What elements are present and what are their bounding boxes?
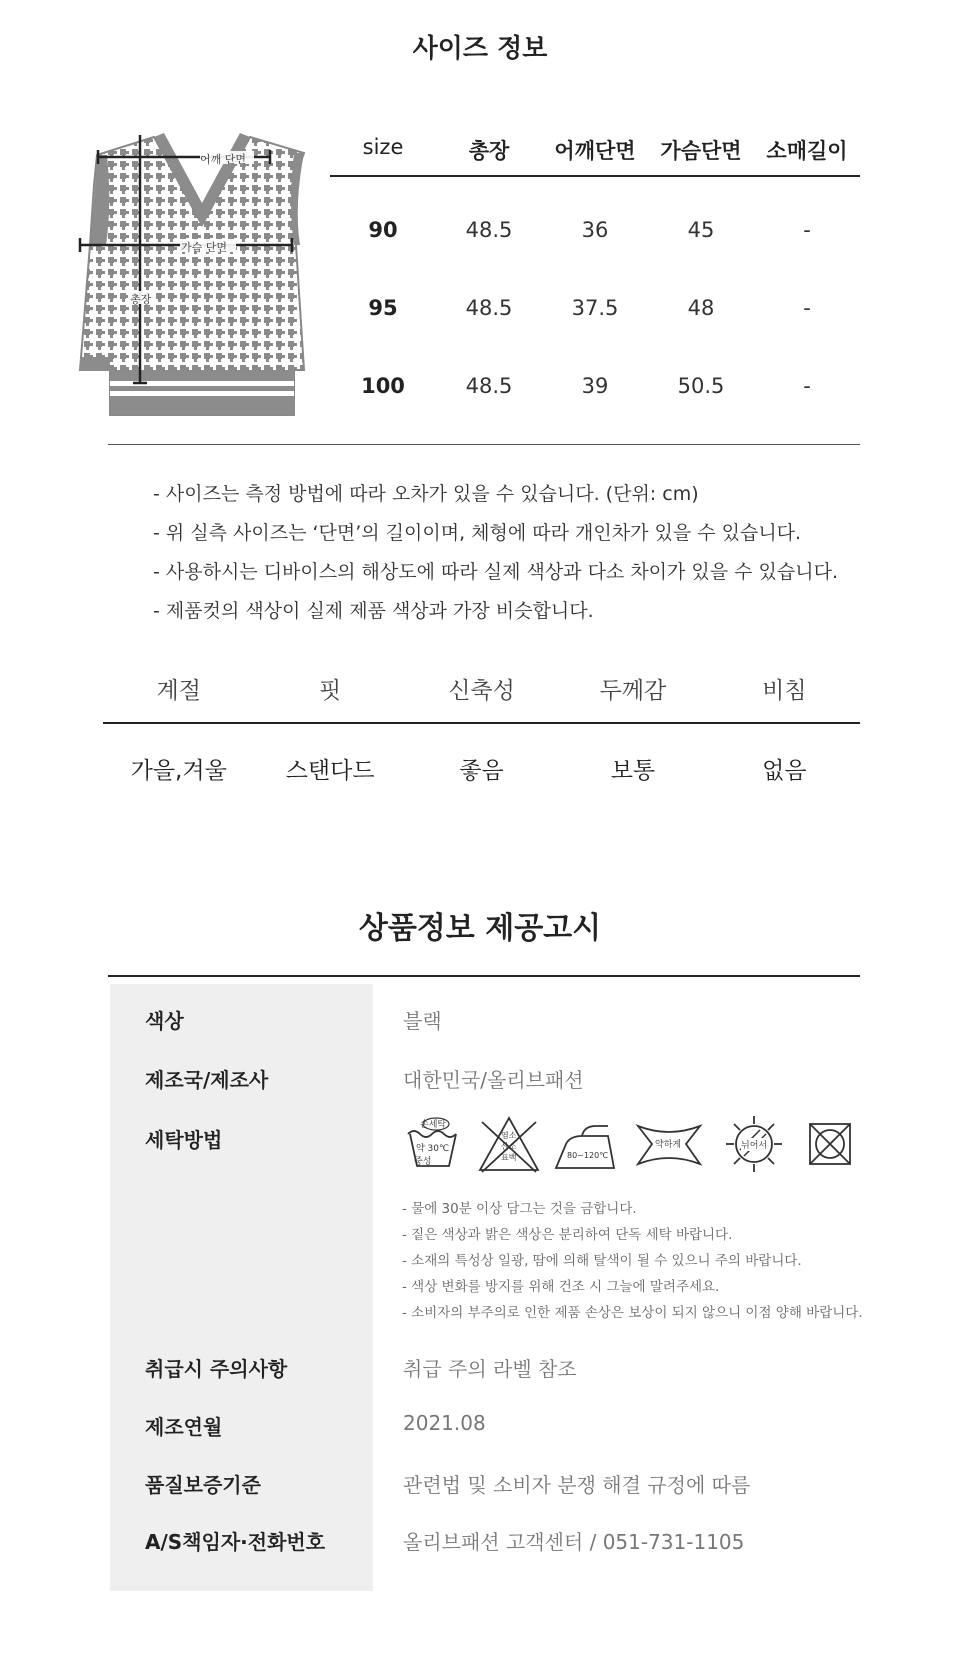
table-cell: 45 [687,218,715,242]
table-cell: 90 [368,218,398,242]
iron-text: 80~120℃ [567,1151,609,1160]
shoulder-label: 어깨 단면 [200,153,247,166]
dry-flat-text: 뉘어서 [741,1138,767,1151]
note-line: - 제품컷의 색상이 실제 제품 색상과 가장 비슷합니다. [153,600,594,622]
note-line: - 위 실측 사이즈는 ‘단면’의 길이이며, 체형에 따라 개인차가 있을 수 있습니다. [153,522,802,544]
table-cell: 95 [368,296,398,320]
vest-size-diagram [72,125,322,430]
size-section-title: 사이즈 정보 [412,34,548,64]
label-manufacture-date: 제조연월 [145,1415,223,1439]
attr-value-season: 가을,겨울 [130,758,227,784]
table-cell: 37.5 [571,296,619,320]
size-header-divider [330,175,860,177]
product-info-top-divider [108,975,860,977]
handwash-neutral: 중성 [414,1157,432,1167]
wring-text: 약하게 [655,1140,682,1150]
handwash-text: 손세탁 [420,1120,447,1130]
table-cell: 48.5 [465,218,513,242]
handwash-temp: 약 30℃ [416,1144,450,1154]
size-table-header [330,135,860,165]
no-tumble-dry-icon [800,1114,860,1174]
value-care: 취급 주의 라벨 참조 [403,1357,577,1381]
no-bleach-text1: 염소 [501,1131,517,1140]
attr-header-season: 계절 [156,678,201,704]
header-length: 총장 [468,139,510,163]
wash-note-line: - 짙은 색상과 밝은 색상은 분리하여 단독 세탁 바랍니다. [402,1227,733,1243]
value-as-contact: 올리브패션 고객센터 / 051-731-1105 [403,1530,745,1554]
attr-header-stretch: 신축성 [448,678,515,704]
value-origin: 대한민국/올리브패션 [403,1068,584,1092]
attr-header-sheerness: 비침 [762,678,807,704]
label-color: 색상 [145,1009,184,1033]
attribute-header-row [103,672,860,705]
table-cell: - [803,374,811,398]
table-cell: - [803,218,811,242]
table-cell: 36 [581,218,609,242]
table-cell: 48 [687,296,715,320]
attribute-value-row [103,752,860,785]
attr-value-fit: 스탠다드 [285,758,375,784]
note-line: - 사용하시는 디바이스의 해상도에 따라 실제 색상과 다소 차이가 있을 수 있습니다. [153,561,839,583]
table-cell: 100 [361,374,405,398]
note-line: - 사이즈는 측정 방법에 따라 오차가 있을 수 있습니다. (단위: cm) [153,483,699,505]
value-quality: 관련법 및 소비자 분쟁 해결 규정에 따름 [403,1473,751,1497]
attribute-divider [103,722,860,724]
wash-note-line: - 소비자의 부주의로 인한 제품 손상은 보상이 되지 않으니 이점 양해 바랍니다. [402,1305,863,1321]
attr-value-stretch: 좋음 [459,758,504,784]
table-cell: - [803,296,811,320]
attr-value-thickness: 보통 [610,758,656,784]
iron-icon [552,1114,618,1174]
table-cell: 39 [581,374,609,398]
attr-header-fit: 핏 [319,678,342,704]
attr-header-thickness: 두께감 [599,678,667,704]
attr-value-sheerness: 없음 [762,758,807,784]
size-notes [153,475,838,631]
header-size: size [362,135,404,159]
label-care: 취급시 주의사항 [145,1357,288,1381]
table-cell: 48.5 [465,296,513,320]
chest-label: 가슴 단면 [181,241,228,254]
no-bleach-text2: 산소 [501,1142,517,1151]
table-cell: 48.5 [465,374,513,398]
header-sleeve: 소매길이 [766,139,848,163]
wash-notes [402,1196,863,1326]
table-row [330,296,860,320]
size-table-bottom-divider [108,444,860,445]
wash-note-line: - 소재의 특성상 일광, 땀에 의해 탈색이 될 수 있으니 주의 바랍니다. [402,1253,802,1269]
wash-note-line: - 물에 30분 이상 담그는 것을 금합니다. [402,1201,637,1217]
label-origin: 제조국/제조사 [145,1068,269,1092]
header-shoulder: 어깨단면 [554,139,636,163]
label-quality: 품질보증기준 [145,1473,261,1497]
label-as-contact: A/S책임자·전화번호 [145,1530,326,1554]
wash-note-line: - 색상 변화를 방지를 위해 건조 시 그늘에 말려주세요. [402,1279,720,1295]
length-label: 총장 [130,293,152,306]
table-cell: 50.5 [677,374,725,398]
header-chest: 가슴단면 [660,139,742,163]
value-color: 블랙 [403,1009,442,1033]
product-info-title: 상품정보 제공고시 [358,911,602,946]
table-row [330,374,860,398]
table-row [330,218,860,242]
label-washing: 세탁방법 [145,1128,223,1152]
value-manufacture-date: 2021.08 [403,1411,486,1435]
no-bleach-text3: 표백 [501,1153,517,1162]
